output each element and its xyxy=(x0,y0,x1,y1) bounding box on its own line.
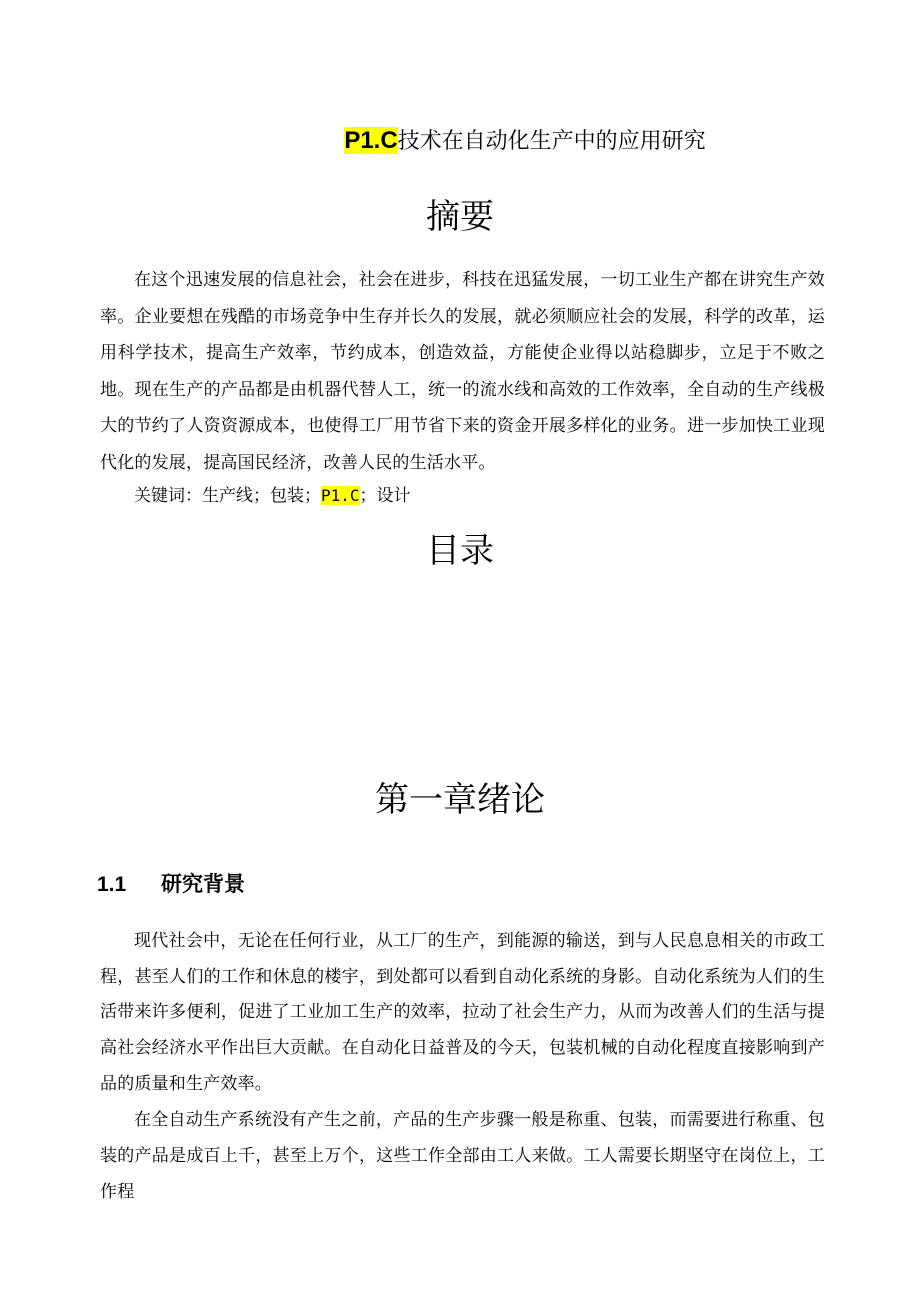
subsection-number: 1.1 xyxy=(97,873,127,896)
body-paragraph-1: 现代社会中，无论在任何行业，从工厂的生产，到能源的输送，到与人民息息相关的市政工程，甚至人们的工作和休息的楼宇，到处都可以看到自动化系统的身影。自动化系统为人们的生活带来许多便利，促进了工业加工生产的效率，拉动了社会生产力，从而为改善人们的生活与提高社会经济水平作出巨大贡献。在自动化日益普及的今天，包装机械的自动化程度直接影响到产品的质量和生产效率。 xyxy=(100,931,825,1094)
chapter-heading: 第一章绪论 xyxy=(375,780,545,820)
keywords-label: 关键词：生产线；包装； xyxy=(134,486,321,506)
body-paragraph-2: 在全自动生产系统没有产生之前，产品的生产步骤一般是称重、包装，而需要进行称重、包装的产品是成百上千，甚至上万个，这些工作全部由工人来做。工人需要长期坚守在岗位上，工作程 xyxy=(100,1110,825,1202)
keywords-tail: ；设计 xyxy=(359,486,411,506)
subsection-heading xyxy=(97,866,245,902)
toc-heading: 目录 xyxy=(426,531,494,571)
keywords-line xyxy=(134,482,411,510)
abstract-heading: 摘要 xyxy=(426,197,494,237)
keywords-highlighted-code: P1.C xyxy=(321,486,360,505)
abstract-paragraph: 在这个迅速发展的信息社会，社会在进步，科技在迅猛发展，一切工业生产都在讲究生产效率。企业要想在残酷的市场竞争中生存并长久的发展，就必须顺应社会的发展，科学的改革，运用科学技术，提高生产效率，节约成本，创造效益，方能使企业得以站稳脚步，立足于不败之地。现在生产的产品都是由机器代替人工，统一的流水线和高效的工作效率，全自动的生产线极大的节约了人资资源成本，也使得工厂用节省下来的资金开展多样化的业务。进一步加快工业现代化的发展，提高国民经济，改善人民的生活水平。 xyxy=(100,270,825,473)
document-title xyxy=(0,124,920,158)
title-highlighted-prefix: P1.C xyxy=(344,127,398,154)
title-text: 技术在自动化生产中的应用研究 xyxy=(397,129,706,154)
subsection-title: 研究背景 xyxy=(161,872,245,896)
